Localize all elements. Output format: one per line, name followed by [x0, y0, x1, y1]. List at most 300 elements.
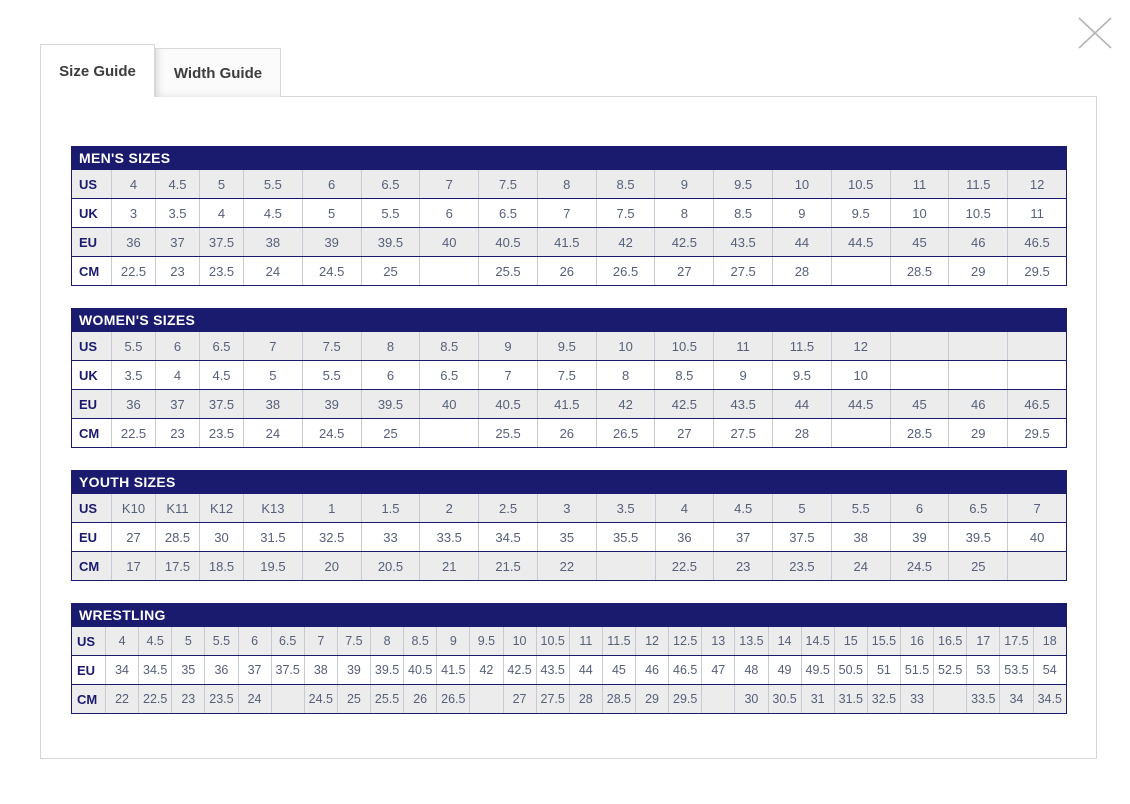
table-header-row [72, 471, 1067, 494]
size-cell: 23 [156, 257, 200, 286]
size-guide-panel [40, 96, 1097, 759]
size-cell: 39.5 [361, 228, 420, 257]
row-label: UK [72, 199, 112, 228]
header-cell [420, 147, 479, 170]
size-cell: 52.5 [934, 656, 967, 685]
size-cell: 31 [801, 685, 834, 714]
size-cell: 48 [735, 656, 768, 685]
row-label: EU [72, 656, 106, 685]
header-cell [1000, 604, 1033, 627]
size-cell: K13 [244, 494, 303, 523]
header-cell [361, 147, 420, 170]
size-cell: 38 [244, 390, 303, 419]
row-label: US [72, 170, 112, 199]
size-cell: 37 [156, 390, 200, 419]
size-cell: 23 [714, 552, 773, 581]
size-cell: 26.5 [437, 685, 470, 714]
header-cell [1008, 309, 1067, 332]
size-cell: 25 [361, 257, 420, 286]
size-cell: 6.5 [200, 332, 244, 361]
size-cell: 8.5 [596, 170, 655, 199]
size-cell: 7.5 [302, 332, 361, 361]
header-cell [537, 471, 596, 494]
size-tables-container [71, 146, 1066, 714]
size-cell: 44 [773, 390, 832, 419]
size-cell: 37.5 [200, 228, 244, 257]
size-cell: 39 [890, 523, 949, 552]
size-cell: 42.5 [655, 228, 714, 257]
header-cell [890, 147, 949, 170]
size-cell: 24.5 [304, 685, 337, 714]
size-cell: 37 [238, 656, 271, 685]
size-cell: 18 [1033, 627, 1067, 656]
size-cell: 51.5 [901, 656, 934, 685]
header-cell [867, 604, 900, 627]
header-cell [503, 604, 536, 627]
size-cell: 10 [831, 361, 890, 390]
size-cell: 6 [361, 361, 420, 390]
size-cell: 1 [302, 494, 361, 523]
size-cell: 9.5 [714, 170, 773, 199]
header-cell [831, 471, 890, 494]
size-cell: 42 [596, 228, 655, 257]
size-cell: 39.5 [361, 390, 420, 419]
size-cell: 35.5 [596, 523, 655, 552]
table-row [72, 656, 1067, 685]
header-cell [479, 147, 538, 170]
header-cell [602, 604, 635, 627]
size-cell: 32.5 [302, 523, 361, 552]
size-cell: 51 [867, 656, 900, 685]
size-cell [1008, 332, 1067, 361]
size-cell: 17.5 [156, 552, 200, 581]
header-cell [302, 147, 361, 170]
size-cell: 9 [655, 170, 714, 199]
size-cell: 46.5 [669, 656, 702, 685]
size-cell: 3 [537, 494, 596, 523]
size-cell: 53.5 [1000, 656, 1033, 685]
size-cell: 31.5 [244, 523, 303, 552]
row-label: US [72, 332, 112, 361]
size-cell: 34 [106, 656, 139, 685]
size-cell: 25.5 [371, 685, 404, 714]
table-row [72, 199, 1067, 228]
size-cell: 5.5 [361, 199, 420, 228]
size-cell: 11.5 [949, 170, 1008, 199]
size-cell: 25.5 [479, 419, 538, 448]
size-cell: 27 [655, 419, 714, 448]
size-cell: 50.5 [834, 656, 867, 685]
header-cell [205, 604, 238, 627]
header-cell [714, 309, 773, 332]
close-icon[interactable] [1075, 13, 1115, 53]
size-cell: 42 [470, 656, 503, 685]
size-cell: 10 [890, 199, 949, 228]
size-table-women-s-sizes [71, 308, 1067, 448]
size-cell: 35 [172, 656, 205, 685]
size-cell: 46 [636, 656, 669, 685]
size-cell [420, 257, 479, 286]
row-label: CM [72, 685, 106, 714]
header-cell [596, 147, 655, 170]
size-cell: 40.5 [404, 656, 437, 685]
table-title: WRESTLING [72, 604, 205, 627]
size-cell: 23.5 [200, 419, 244, 448]
header-cell [655, 147, 714, 170]
size-cell: 8 [371, 627, 404, 656]
header-cell [901, 604, 934, 627]
size-cell: 35 [537, 523, 596, 552]
size-cell: 33.5 [967, 685, 1000, 714]
size-cell: 12 [636, 627, 669, 656]
size-cell: 28.5 [156, 523, 200, 552]
size-cell: 7 [304, 627, 337, 656]
table-row [72, 170, 1067, 199]
size-cell: 45 [890, 228, 949, 257]
size-cell: 29 [949, 257, 1008, 286]
table-row [72, 332, 1067, 361]
size-cell: 15.5 [867, 627, 900, 656]
size-cell: 44 [773, 228, 832, 257]
size-cell: 54 [1033, 656, 1067, 685]
size-cell: 5.5 [205, 627, 238, 656]
header-cell [244, 471, 303, 494]
table-row [72, 257, 1067, 286]
size-cell: 9.5 [470, 627, 503, 656]
size-cell: 31.5 [834, 685, 867, 714]
size-cell: 7.5 [537, 361, 596, 390]
table-title: WOMEN'S SIZES [72, 309, 244, 332]
table-row [72, 228, 1067, 257]
size-cell: 27.5 [714, 257, 773, 286]
size-cell: 25 [361, 419, 420, 448]
size-cell: 8.5 [655, 361, 714, 390]
size-cell: 17 [112, 552, 156, 581]
size-cell: 42.5 [655, 390, 714, 419]
size-cell: 23 [172, 685, 205, 714]
table-row [72, 685, 1067, 714]
size-cell: 49 [768, 656, 801, 685]
size-cell: 6 [238, 627, 271, 656]
size-cell: 33 [361, 523, 420, 552]
size-cell: 6 [156, 332, 200, 361]
size-cell: 40.5 [479, 390, 538, 419]
table-header-row [72, 604, 1067, 627]
size-cell: 46.5 [1008, 390, 1067, 419]
size-cell: 19.5 [244, 552, 303, 581]
header-cell [834, 604, 867, 627]
header-cell [949, 309, 1008, 332]
size-cell: 8 [537, 170, 596, 199]
size-cell: 30.5 [768, 685, 801, 714]
size-cell: 33.5 [420, 523, 479, 552]
size-cell: 27.5 [714, 419, 773, 448]
header-cell [890, 309, 949, 332]
header-cell [768, 604, 801, 627]
header-cell [596, 309, 655, 332]
size-cell: 28 [773, 257, 832, 286]
size-cell: 25 [949, 552, 1008, 581]
size-cell: 37.5 [271, 656, 304, 685]
size-cell: 22.5 [112, 257, 156, 286]
size-cell: 44.5 [831, 228, 890, 257]
size-cell: 32.5 [867, 685, 900, 714]
size-cell: 15 [834, 627, 867, 656]
size-cell: 39.5 [949, 523, 1008, 552]
size-cell: 24 [238, 685, 271, 714]
header-cell [655, 309, 714, 332]
size-cell: 44.5 [831, 390, 890, 419]
size-cell: 4.5 [200, 361, 244, 390]
header-cell [831, 309, 890, 332]
header-cell [773, 471, 832, 494]
size-cell: 4.5 [244, 199, 303, 228]
size-cell: 47 [702, 656, 735, 685]
size-cell: 10.5 [655, 332, 714, 361]
header-cell [244, 309, 303, 332]
tab-size-guide[interactable]: Size Guide [40, 44, 155, 97]
header-cell [773, 309, 832, 332]
size-cell: 39 [302, 228, 361, 257]
header-cell [271, 604, 304, 627]
header-cell [437, 604, 470, 627]
size-cell: 37.5 [200, 390, 244, 419]
table-title: YOUTH SIZES [72, 471, 244, 494]
size-cell: 11 [714, 332, 773, 361]
header-cell [479, 309, 538, 332]
size-cell: 17 [967, 627, 1000, 656]
size-cell: 26 [537, 419, 596, 448]
size-cell: 46.5 [1008, 228, 1067, 257]
size-cell [831, 419, 890, 448]
size-cell: 12 [831, 332, 890, 361]
size-cell: 22.5 [112, 419, 156, 448]
header-cell [949, 147, 1008, 170]
size-cell: 4.5 [139, 627, 172, 656]
size-cell: 9 [773, 199, 832, 228]
size-cell: 9.5 [537, 332, 596, 361]
size-cell: 27 [655, 257, 714, 286]
size-cell: 6.5 [949, 494, 1008, 523]
size-cell: 29.5 [669, 685, 702, 714]
row-label: EU [72, 228, 112, 257]
size-cell: 9.5 [773, 361, 832, 390]
header-cell [801, 604, 834, 627]
size-cell: 14.5 [801, 627, 834, 656]
size-cell: 11 [1008, 199, 1067, 228]
header-cell [702, 604, 735, 627]
size-cell: 30 [735, 685, 768, 714]
size-cell [890, 332, 949, 361]
header-cell [714, 471, 773, 494]
size-cell: 36 [205, 656, 238, 685]
size-cell: 6.5 [361, 170, 420, 199]
size-cell: 22.5 [139, 685, 172, 714]
size-cell: 5 [172, 627, 205, 656]
size-cell: 13.5 [735, 627, 768, 656]
size-cell: 36 [655, 523, 714, 552]
size-cell: 23.5 [773, 552, 832, 581]
size-cell: 7.5 [337, 627, 370, 656]
header-cell [636, 604, 669, 627]
size-cell: 42.5 [503, 656, 536, 685]
header-cell [596, 471, 655, 494]
size-cell: 4 [200, 199, 244, 228]
size-table-wrestling [71, 603, 1067, 714]
size-cell: 8.5 [420, 332, 479, 361]
header-cell [302, 309, 361, 332]
header-cell [569, 604, 602, 627]
size-cell: 7 [244, 332, 303, 361]
table-row [72, 419, 1067, 448]
size-cell [890, 361, 949, 390]
size-cell: 6.5 [420, 361, 479, 390]
size-cell: 7 [1008, 494, 1067, 523]
header-cell [1008, 471, 1067, 494]
row-label: US [72, 494, 112, 523]
header-cell [302, 471, 361, 494]
header-cell [304, 604, 337, 627]
size-cell: 6.5 [479, 199, 538, 228]
size-cell: 7.5 [596, 199, 655, 228]
size-cell: 30 [200, 523, 244, 552]
header-cell [404, 604, 437, 627]
size-cell: 5 [200, 170, 244, 199]
close-x-glyph [1077, 15, 1113, 51]
size-cell: 20 [302, 552, 361, 581]
row-label: EU [72, 390, 112, 419]
header-cell [536, 604, 569, 627]
size-cell: 38 [244, 228, 303, 257]
size-cell: K12 [200, 494, 244, 523]
size-cell [470, 685, 503, 714]
size-cell: K11 [156, 494, 200, 523]
size-cell: 25.5 [479, 257, 538, 286]
size-cell: 36 [112, 228, 156, 257]
header-cell [420, 471, 479, 494]
header-cell [934, 604, 967, 627]
size-cell: 28.5 [890, 257, 949, 286]
size-cell: 7.5 [479, 170, 538, 199]
header-cell [361, 471, 420, 494]
size-cell: 24 [244, 419, 303, 448]
size-cell: 21.5 [479, 552, 538, 581]
header-cell [244, 147, 303, 170]
size-cell: 13 [702, 627, 735, 656]
size-cell: 34 [1000, 685, 1033, 714]
table-row [72, 361, 1067, 390]
size-cell: 9 [714, 361, 773, 390]
header-cell [537, 147, 596, 170]
size-cell: 39 [302, 390, 361, 419]
size-cell: 37 [156, 228, 200, 257]
size-cell: 11.5 [773, 332, 832, 361]
header-cell [831, 147, 890, 170]
size-cell: 40 [420, 228, 479, 257]
table-row [72, 523, 1067, 552]
size-cell: 46 [949, 228, 1008, 257]
table-row [72, 627, 1067, 656]
size-cell: 22 [106, 685, 139, 714]
table-header-row [72, 147, 1067, 170]
size-cell: 41.5 [437, 656, 470, 685]
size-cell: 27 [112, 523, 156, 552]
size-cell: 49.5 [801, 656, 834, 685]
header-cell [655, 471, 714, 494]
row-label: US [72, 627, 106, 656]
size-cell: 6 [420, 199, 479, 228]
size-cell: 11 [890, 170, 949, 199]
size-cell [949, 361, 1008, 390]
tab-width-guide[interactable]: Width Guide [155, 48, 281, 97]
size-cell [1008, 552, 1067, 581]
size-cell: 26 [537, 257, 596, 286]
size-cell: 12 [1008, 170, 1067, 199]
row-label: CM [72, 257, 112, 286]
header-cell [714, 147, 773, 170]
size-cell: 26 [404, 685, 437, 714]
size-cell: 23 [156, 419, 200, 448]
header-cell [735, 604, 768, 627]
size-cell: 24 [831, 552, 890, 581]
header-cell [949, 471, 1008, 494]
size-cell: 3.5 [156, 199, 200, 228]
size-cell: 4 [655, 494, 714, 523]
size-cell [420, 419, 479, 448]
size-cell: K10 [112, 494, 156, 523]
size-cell: 7 [420, 170, 479, 199]
size-cell: 4 [156, 361, 200, 390]
size-cell: 9.5 [831, 199, 890, 228]
size-cell: 37 [714, 523, 773, 552]
header-cell [967, 604, 1000, 627]
size-cell: 5 [244, 361, 303, 390]
size-cell: 39.5 [371, 656, 404, 685]
size-cell: 25 [337, 685, 370, 714]
size-cell [271, 685, 304, 714]
size-cell: 5.5 [831, 494, 890, 523]
header-cell [337, 604, 370, 627]
table-row [72, 390, 1067, 419]
size-cell: 38 [831, 523, 890, 552]
size-cell: 8 [361, 332, 420, 361]
size-cell [1008, 361, 1067, 390]
size-cell: 33 [901, 685, 934, 714]
size-cell: 41.5 [537, 228, 596, 257]
size-cell: 23.5 [200, 257, 244, 286]
row-label: CM [72, 419, 112, 448]
table-title: MEN'S SIZES [72, 147, 244, 170]
size-cell: 16 [901, 627, 934, 656]
size-cell: 41.5 [537, 390, 596, 419]
size-cell: 53 [967, 656, 1000, 685]
size-cell: 45 [602, 656, 635, 685]
size-cell: 3.5 [112, 361, 156, 390]
size-cell: 27 [503, 685, 536, 714]
size-cell: 26.5 [596, 257, 655, 286]
size-cell: 4.5 [714, 494, 773, 523]
size-cell: 5.5 [302, 361, 361, 390]
size-cell: 5 [773, 494, 832, 523]
header-cell [361, 309, 420, 332]
size-table-youth-sizes [71, 470, 1067, 581]
size-cell: 26.5 [596, 419, 655, 448]
size-cell: 23.5 [205, 685, 238, 714]
size-cell: 21 [420, 552, 479, 581]
size-cell: 10 [773, 170, 832, 199]
size-cell: 4.5 [156, 170, 200, 199]
size-cell [702, 685, 735, 714]
